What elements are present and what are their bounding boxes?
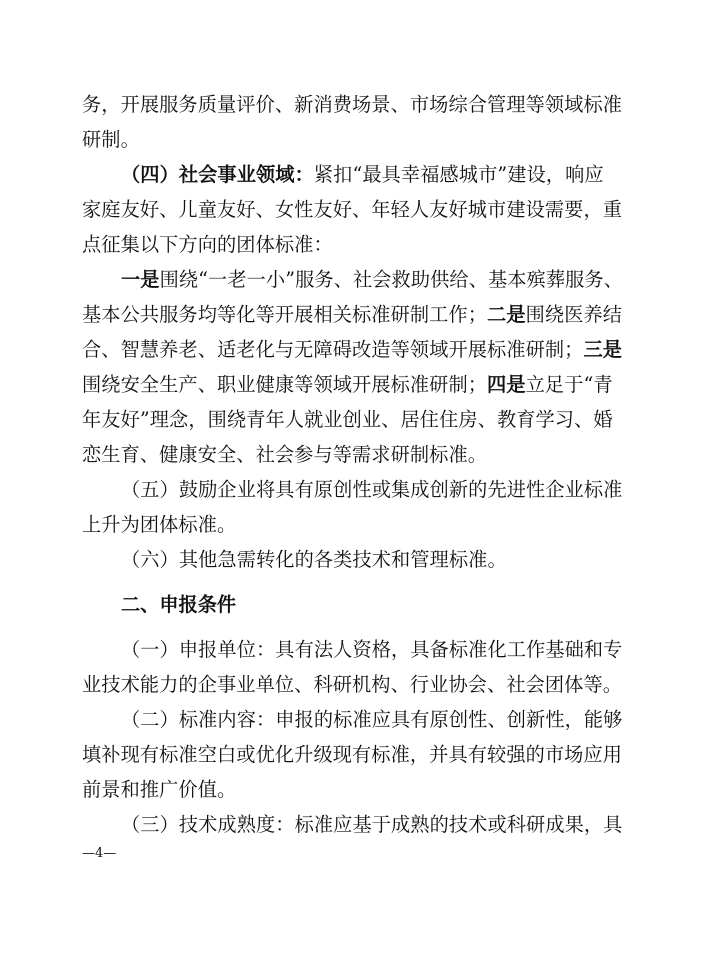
condition-2-line-3: 前景和推广价值。 — [82, 778, 237, 801]
paragraph-direction-line-6: 恋生育、健康安全、社会参与等需求研制标准。 — [82, 443, 488, 466]
paragraph-direction-line-1: 一是围绕“一老一小”服务、社会救助供给、基本殡葬服务、 — [121, 268, 624, 291]
paragraph-4-line-1: （四）社会事业领域：紧扣“最具幸福感城市”建设，响应 — [121, 163, 604, 186]
condition-1-line-1: （一）申报单位：具有法人资格，具备标准化工作基础和专 — [121, 638, 623, 661]
emphasis-label: 二是 — [487, 303, 526, 326]
paragraph-5-line-2: 上升为团体标准。 — [82, 513, 237, 536]
paragraph-5-line-1: （五）鼓励企业将具有原创性或集成创新的先进性企业标准 — [121, 478, 623, 501]
emphasis-label: 四是 — [487, 373, 526, 396]
paragraph-direction-line-4: 围绕安全生产、职业健康等领域开展标准研制；四是立足于“青 — [82, 373, 613, 396]
condition-3-line-1: （三）技术成熟度：标准应基于成熟的技术或科研成果，具 — [121, 813, 623, 836]
emphasis-label: 三是 — [583, 338, 623, 361]
condition-2-line-1: （二）标准内容：申报的标准应具有原创性、创新性，能够 — [121, 708, 623, 731]
paragraph-4-line-2: 家庭友好、儿童友好、女性友好、年轻人友好城市建设需要，重 — [82, 198, 623, 221]
condition-2-line-2: 填补现有标准空白或优化升级现有标准，并具有较强的市场应用 — [82, 743, 623, 766]
paragraph-direction-line-2: 基本公共服务均等化等开展相关标准研制工作；二是围绕医养结 — [82, 303, 623, 326]
body-line-2: 研制。 — [82, 128, 140, 151]
body-line-1: 务，开展服务质量评价、新消费场景、市场综合管理等领域标准 — [82, 93, 623, 116]
section-heading: 二、申报条件 — [121, 593, 237, 616]
paragraph-6-line-1: （六）其他急需转化的各类技术和管理标准。 — [121, 548, 507, 571]
emphasis-label: 一是 — [121, 268, 160, 291]
section-label: （四）社会事业领域： — [121, 163, 314, 186]
paragraph-direction-line-5: 年友好”理念，围绕青年人就业创业、居住住房、教育学习、婚 — [82, 408, 613, 431]
page-number: —4— — [82, 846, 117, 861]
condition-1-line-2: 业技术能力的企事业单位、科研机构、行业协会、社会团体等。 — [82, 673, 623, 696]
paragraph-direction-line-3: 合、智慧养老、适老化与无障碍改造等领域开展标准研制；三是 — [82, 338, 623, 361]
paragraph-4-line-3: 点征集以下方向的团体标准： — [82, 233, 333, 256]
